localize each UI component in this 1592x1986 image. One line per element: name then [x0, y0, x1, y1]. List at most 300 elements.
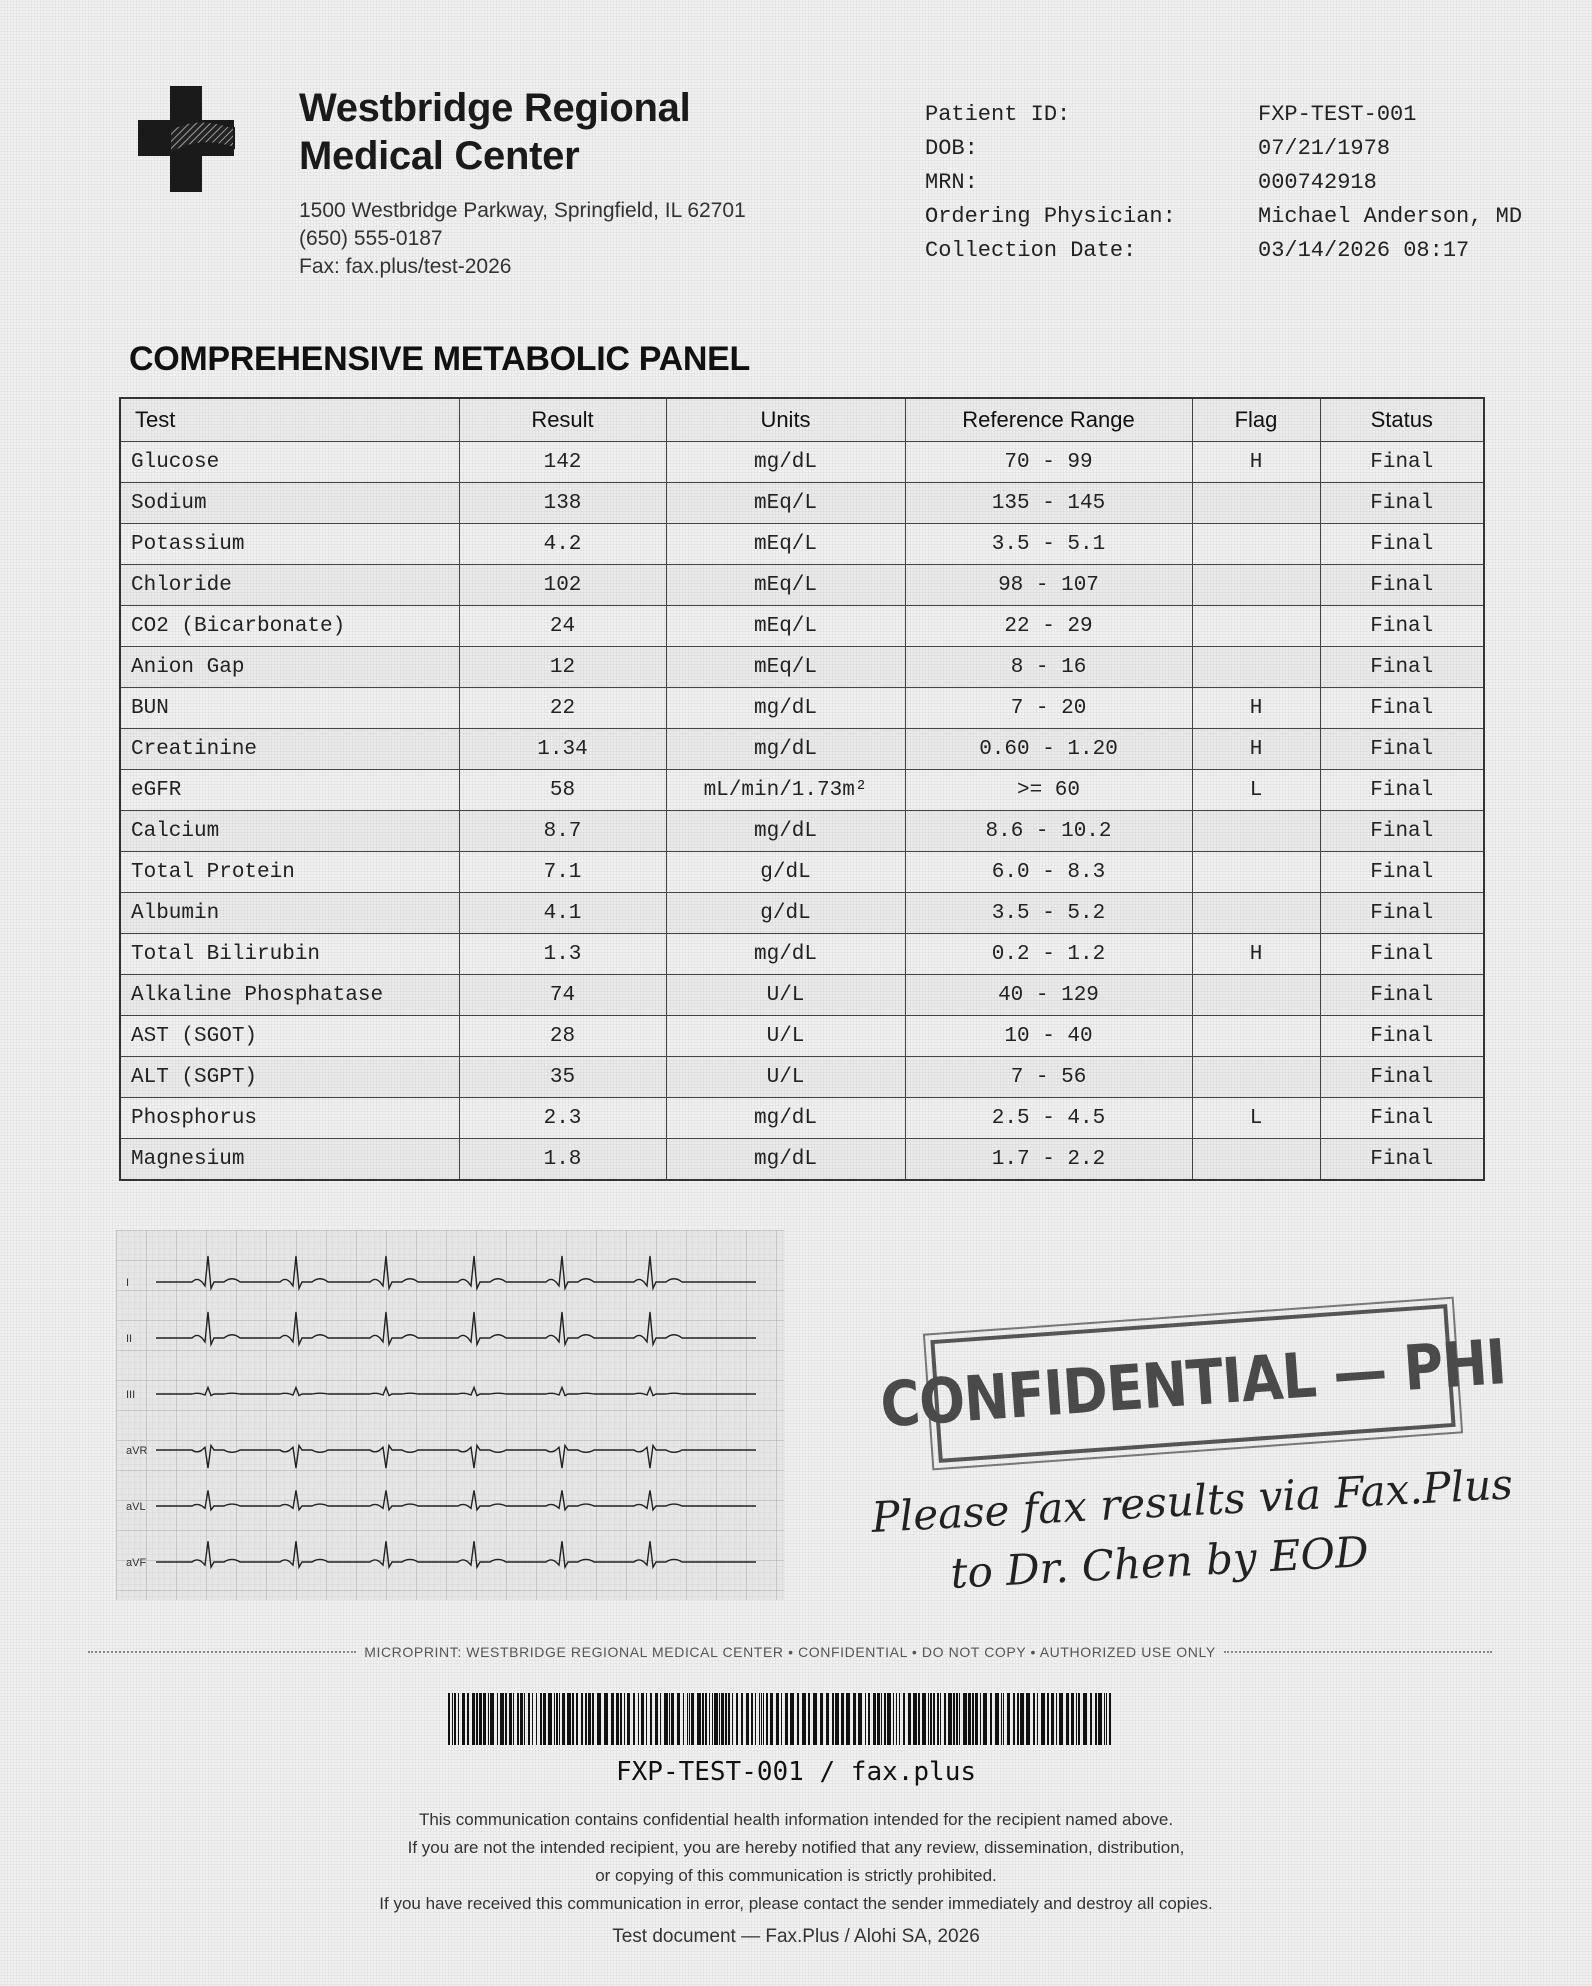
cell-test: Creatinine	[120, 729, 459, 770]
cell-flag	[1192, 524, 1320, 565]
cell-result: 4.1	[459, 893, 666, 934]
barcode-bar	[940, 1693, 941, 1745]
org-phone: (650) 555-0187	[299, 227, 443, 250]
barcode-bar	[671, 1693, 674, 1745]
barcode-bar	[948, 1693, 952, 1745]
note-line1: Please fax results via Fax.Plus	[870, 1459, 1514, 1542]
barcode-bar	[755, 1693, 756, 1745]
cell-flag	[1192, 1016, 1320, 1057]
barcode-bar	[933, 1693, 935, 1745]
cell-reference-range: 3.5 - 5.1	[905, 524, 1192, 565]
barcode-bar	[1041, 1693, 1045, 1745]
cell-units: mg/dL	[666, 1098, 905, 1139]
barcode	[448, 1693, 1112, 1745]
cell-test: BUN	[120, 688, 459, 729]
barcode-bar	[766, 1693, 768, 1745]
barcode-bar	[887, 1693, 891, 1745]
barcode-bar	[1017, 1693, 1019, 1745]
barcode-bar	[650, 1693, 652, 1745]
cell-status: Final	[1320, 442, 1484, 483]
barcode-bar	[1076, 1693, 1077, 1745]
barcode-bar	[448, 1693, 450, 1745]
barcode-bar	[953, 1693, 955, 1745]
footer-text: Test document — Fax.Plus / Alohi SA, 2026	[612, 1926, 980, 1947]
patient-field-value: FXP-TEST-001	[1258, 102, 1417, 127]
cell-reference-range: 98 - 107	[905, 565, 1192, 606]
cell-units: U/L	[666, 975, 905, 1016]
cell-units: mEq/L	[666, 565, 905, 606]
column-header-status: Status	[1320, 398, 1484, 442]
barcode-bar	[597, 1693, 601, 1745]
table-body	[120, 442, 1484, 1181]
confidential-stamp	[878, 1304, 1508, 1463]
barcode-bar	[813, 1693, 817, 1745]
barcode-bar	[655, 1693, 658, 1745]
barcode-bar	[709, 1693, 710, 1745]
barcode-bar	[536, 1693, 537, 1745]
cell-test: Potassium	[120, 524, 459, 565]
cell-reference-range: 6.0 - 8.3	[905, 852, 1192, 893]
patient-field	[925, 98, 1522, 132]
cell-test: Anion Gap	[120, 647, 459, 688]
org-name-line1: Westbridge Regional	[299, 86, 691, 130]
barcode-bar	[761, 1693, 762, 1745]
barcode-bar	[1001, 1693, 1002, 1745]
patient-field-label: MRN:	[925, 170, 978, 195]
barcode-bar	[785, 1693, 788, 1745]
table-row	[120, 729, 1484, 770]
barcode-bar	[664, 1693, 668, 1745]
cell-test: AST (SGOT)	[120, 1016, 459, 1057]
barcode-bar	[908, 1693, 911, 1745]
barcode-bar	[633, 1693, 635, 1745]
cell-units: mEq/L	[666, 524, 905, 565]
cell-result: 58	[459, 770, 666, 811]
barcode-bar	[697, 1693, 701, 1745]
barcode-bar	[826, 1693, 829, 1745]
patient-field-label: Collection Date:	[925, 238, 1137, 263]
cell-test: Alkaline Phosphatase	[120, 975, 459, 1016]
handwritten-note	[870, 1454, 1517, 1607]
cell-flag	[1192, 1057, 1320, 1098]
table-row	[120, 934, 1484, 975]
barcode-bar	[995, 1693, 999, 1745]
barcode-bar	[705, 1693, 707, 1745]
barcode-bar	[687, 1693, 688, 1745]
cell-result: 22	[459, 688, 666, 729]
barcode-bar	[1083, 1693, 1087, 1745]
barcode-bar	[922, 1693, 926, 1745]
cell-units: mg/dL	[666, 688, 905, 729]
barcode-bar	[462, 1693, 465, 1745]
barcode-bar	[638, 1693, 639, 1745]
cell-status: Final	[1320, 893, 1484, 934]
barcode-bar	[572, 1693, 574, 1745]
cell-result: 142	[459, 442, 666, 483]
disclaimer-line: This communication contains confidential health information intended for the recipient named above.	[418, 1810, 1174, 1829]
barcode-bar	[616, 1693, 619, 1745]
cell-flag: L	[1192, 770, 1320, 811]
cell-test: Magnesium	[120, 1139, 459, 1181]
barcode-bar	[505, 1693, 507, 1745]
cell-reference-range: 22 - 29	[905, 606, 1192, 647]
table-row	[120, 852, 1484, 893]
barcode-bar	[1095, 1693, 1097, 1745]
ecg-lead-label: II	[126, 1333, 133, 1345]
barcode-bar	[896, 1693, 897, 1745]
cell-units: mg/dL	[666, 811, 905, 852]
cell-result: 4.2	[459, 524, 666, 565]
cell-reference-range: 7 - 56	[905, 1057, 1192, 1098]
confidentiality-disclaimer	[0, 1806, 1592, 1918]
barcode-bar	[903, 1693, 905, 1745]
barcode-bar	[918, 1693, 920, 1745]
barcode-bar	[562, 1693, 565, 1745]
barcode-bar	[1106, 1693, 1107, 1745]
cell-result: 102	[459, 565, 666, 606]
barcode-bar	[770, 1693, 773, 1745]
cell-units: mg/dL	[666, 934, 905, 975]
barcode-bar	[1071, 1693, 1074, 1745]
cell-units: mEq/L	[666, 647, 905, 688]
barcode-bar	[865, 1693, 866, 1745]
barcode-bar	[975, 1693, 978, 1745]
barcode-bar	[620, 1693, 622, 1745]
cell-test: ALT (SGPT)	[120, 1057, 459, 1098]
cell-flag	[1192, 483, 1320, 524]
barcode-bar	[554, 1693, 555, 1745]
ecg-lead-label: aVF	[126, 1557, 147, 1569]
cell-reference-range: 8 - 16	[905, 647, 1192, 688]
table-header-row	[120, 398, 1484, 442]
barcode-bar	[746, 1693, 749, 1745]
barcode-bar	[559, 1693, 560, 1745]
patient-field	[925, 234, 1522, 268]
cell-status: Final	[1320, 1139, 1484, 1181]
cell-units: mg/dL	[666, 1139, 905, 1181]
barcode-bar	[517, 1693, 519, 1745]
barcode-bar	[567, 1693, 571, 1745]
cell-status: Final	[1320, 975, 1484, 1016]
barcode-bar	[548, 1693, 552, 1745]
cell-status: Final	[1320, 1057, 1484, 1098]
barcode-bar	[877, 1693, 880, 1745]
cell-status: Final	[1320, 811, 1484, 852]
patient-field-value: 000742918	[1258, 170, 1377, 195]
table-row	[120, 524, 1484, 565]
cell-status: Final	[1320, 483, 1484, 524]
barcode-bar	[520, 1693, 523, 1745]
barcode-bar	[884, 1693, 886, 1745]
ecg-lead-label: III	[126, 1389, 136, 1401]
barcode-bar	[1020, 1693, 1024, 1745]
barcode-bar	[832, 1693, 834, 1745]
barcode-bar	[930, 1693, 932, 1745]
cell-test: Sodium	[120, 483, 459, 524]
barcode-bar	[513, 1693, 514, 1745]
results-table	[119, 397, 1485, 1181]
barcode-bar	[1109, 1693, 1111, 1745]
barcode-bar	[759, 1693, 760, 1745]
microprint-line	[80, 1644, 1500, 1660]
barcode-bar	[683, 1693, 684, 1745]
barcode-bar	[488, 1693, 489, 1745]
barcode-bar	[881, 1693, 882, 1745]
barcode-bar	[1066, 1693, 1069, 1745]
ecg-lead-label: I	[126, 1277, 130, 1289]
cell-units: mL/min/1.73m²	[666, 770, 905, 811]
barcode-bar	[540, 1693, 542, 1745]
cell-status: Final	[1320, 729, 1484, 770]
cell-flag: H	[1192, 729, 1320, 770]
barcode-bar	[868, 1693, 870, 1745]
cell-flag	[1192, 1139, 1320, 1181]
cell-test: eGFR	[120, 770, 459, 811]
patient-field	[925, 166, 1522, 200]
barcode-bar	[581, 1693, 583, 1745]
barcode-bar	[732, 1693, 733, 1745]
barcode-bar	[1104, 1693, 1105, 1745]
barcode-bar	[736, 1693, 738, 1745]
barcode-bar	[790, 1693, 794, 1745]
ecg-lead-label: aVL	[126, 1501, 146, 1513]
column-header-units: Units	[666, 398, 905, 442]
barcode-bar	[479, 1693, 482, 1745]
barcode-bar	[873, 1693, 876, 1745]
cell-flag	[1192, 975, 1320, 1016]
barcode-bar	[968, 1693, 971, 1745]
barcode-bar	[721, 1693, 724, 1745]
barcode-bar	[1059, 1693, 1063, 1745]
table-row	[120, 1098, 1484, 1139]
cell-reference-range: 40 - 129	[905, 975, 1192, 1016]
patient-field-value: 03/14/2026 08:17	[1258, 238, 1470, 263]
table-row	[120, 688, 1484, 729]
barcode-bar	[1007, 1693, 1010, 1745]
barcode-bar	[1047, 1693, 1049, 1745]
barcode-bar	[802, 1693, 806, 1745]
patient-field-label: DOB:	[925, 136, 978, 161]
patient-field	[925, 132, 1522, 166]
org-fax: Fax: fax.plus/test-2026	[299, 255, 512, 278]
cell-units: g/dL	[666, 852, 905, 893]
barcode-bar	[1078, 1693, 1080, 1745]
org-address: 1500 Westbridge Parkway, Springfield, IL 62701	[299, 199, 746, 222]
barcode-bar	[641, 1693, 644, 1745]
table-row	[120, 1016, 1484, 1057]
microprint-text: MICROPRINT: WESTBRIDGE REGIONAL MEDICAL CENTER • CONFIDENTIAL • DO NOT COPY • AUTHORIZED USE ONLY	[364, 1644, 1216, 1660]
dotted-rule-left	[88, 1651, 356, 1653]
ecg-strip	[116, 1230, 784, 1600]
cell-flag: H	[1192, 934, 1320, 975]
table-row	[120, 647, 1484, 688]
disclaimer-line: or copying of this communication is strictly prohibited.	[595, 1866, 997, 1885]
barcode-bar	[452, 1693, 453, 1745]
cell-result: 1.34	[459, 729, 666, 770]
cell-status: Final	[1320, 565, 1484, 606]
cell-test: Chloride	[120, 565, 459, 606]
cell-test: Glucose	[120, 442, 459, 483]
cell-units: g/dL	[666, 893, 905, 934]
cell-units: mg/dL	[666, 729, 905, 770]
cell-test: CO2 (Bicarbonate)	[120, 606, 459, 647]
table-row	[120, 565, 1484, 606]
patient-field-value: 07/21/1978	[1258, 136, 1391, 161]
cell-status: Final	[1320, 852, 1484, 893]
disclaimer-line: If you are not the intended recipient, you are hereby notified that any review, dissemination, distribution,	[407, 1838, 1185, 1857]
cell-result: 2.3	[459, 1098, 666, 1139]
barcode-bar	[983, 1693, 987, 1745]
cell-result: 8.7	[459, 811, 666, 852]
barcode-bar	[1051, 1693, 1054, 1745]
barcode-bar	[588, 1693, 591, 1745]
cell-flag	[1192, 606, 1320, 647]
cell-reference-range: 70 - 99	[905, 442, 1192, 483]
disclaimer-line: If you have received this communication in error, please contact the sender immediately and destroy all copies.	[379, 1894, 1213, 1913]
barcode-bar	[1003, 1693, 1004, 1745]
barcode-bar	[467, 1693, 469, 1745]
barcode-bar	[928, 1693, 929, 1745]
cell-reference-range: 7 - 20	[905, 688, 1192, 729]
cell-reference-range: >= 60	[905, 770, 1192, 811]
cell-reference-range: 2.5 - 4.5	[905, 1098, 1192, 1139]
barcode-bar	[937, 1693, 939, 1745]
note-line2: to Dr. Chen by EOD	[949, 1527, 1370, 1598]
barcode-bar	[858, 1693, 862, 1745]
table-row	[120, 975, 1484, 1016]
dotted-rule-right	[1224, 1651, 1492, 1653]
column-header-flag: Flag	[1192, 398, 1320, 442]
barcode-bar	[763, 1693, 764, 1745]
table-row	[120, 483, 1484, 524]
barcode-bar	[963, 1693, 967, 1745]
barcode-bar	[1090, 1693, 1092, 1745]
cell-result: 138	[459, 483, 666, 524]
barcode-bar	[689, 1693, 690, 1745]
cell-reference-range: 1.7 - 2.2	[905, 1139, 1192, 1181]
barcode-bar	[500, 1693, 504, 1745]
cell-units: U/L	[666, 1057, 905, 1098]
barcode-bar	[944, 1693, 946, 1745]
cell-flag: H	[1192, 688, 1320, 729]
cell-result: 28	[459, 1016, 666, 1057]
barcode-bar	[556, 1693, 558, 1745]
cell-test: Albumin	[120, 893, 459, 934]
stamp-text: CONFIDENTIAL — PHI	[878, 1325, 1508, 1442]
patient-field-value: Michael Anderson, MD	[1258, 204, 1523, 229]
barcode-bar	[1026, 1693, 1030, 1745]
cell-reference-range: 3.5 - 5.2	[905, 893, 1192, 934]
barcode-bar	[458, 1693, 459, 1745]
barcode-bar	[899, 1693, 900, 1745]
barcode-bar	[972, 1693, 974, 1745]
barcode-bar	[528, 1693, 530, 1745]
barcode-bar	[646, 1693, 647, 1745]
barcode-bar	[627, 1693, 630, 1745]
barcode-bar	[524, 1693, 525, 1745]
cell-result: 35	[459, 1057, 666, 1098]
barcode-bar	[702, 1693, 704, 1745]
cell-result: 12	[459, 647, 666, 688]
barcode-bar	[781, 1693, 782, 1745]
barcode-bar	[820, 1693, 823, 1745]
cell-status: Final	[1320, 688, 1484, 729]
organization-contact	[299, 197, 746, 281]
barcode-bar	[1037, 1693, 1038, 1745]
cell-status: Final	[1320, 1098, 1484, 1139]
cell-status: Final	[1320, 934, 1484, 975]
cell-status: Final	[1320, 606, 1484, 647]
barcode-bar	[532, 1693, 533, 1745]
cell-result: 24	[459, 606, 666, 647]
cell-flag: H	[1192, 442, 1320, 483]
barcode-bar	[776, 1693, 779, 1745]
barcode-bar	[497, 1693, 498, 1745]
cell-reference-range: 8.6 - 10.2	[905, 811, 1192, 852]
barcode-bar	[841, 1693, 844, 1745]
cell-reference-range: 0.60 - 1.20	[905, 729, 1192, 770]
cell-test: Total Protein	[120, 852, 459, 893]
barcode-bar	[956, 1693, 958, 1745]
barcode-bar	[1056, 1693, 1057, 1745]
barcode-bar	[846, 1693, 850, 1745]
barcode-bar	[797, 1693, 799, 1745]
barcode-bar	[893, 1693, 894, 1745]
cell-reference-range: 0.2 - 1.2	[905, 934, 1192, 975]
barcode-bar	[751, 1693, 753, 1745]
cell-flag: L	[1192, 1098, 1320, 1139]
barcode-bar	[725, 1693, 727, 1745]
barcode-bar	[472, 1693, 475, 1745]
table-row	[120, 1139, 1484, 1181]
patient-field-label: Ordering Physician:	[925, 204, 1176, 229]
column-header-result: Result	[459, 398, 666, 442]
medical-cross-logo-icon	[136, 84, 236, 194]
cell-flag	[1192, 811, 1320, 852]
barcode-bar	[959, 1693, 960, 1745]
barcode-bar	[714, 1693, 718, 1745]
cell-units: mEq/L	[666, 483, 905, 524]
cell-result: 1.3	[459, 934, 666, 975]
barcode-bar	[624, 1693, 625, 1745]
cell-flag	[1192, 852, 1320, 893]
barcode-bar	[913, 1693, 917, 1745]
cell-test: Phosphorus	[120, 1098, 459, 1139]
barcode-bar	[712, 1693, 713, 1745]
cell-result: 7.1	[459, 852, 666, 893]
barcode-bar	[604, 1693, 608, 1745]
barcode-bar	[669, 1693, 670, 1745]
cell-reference-range: 10 - 40	[905, 1016, 1192, 1057]
barcode-bar	[835, 1693, 839, 1745]
barcode-bar	[808, 1693, 810, 1745]
cell-test: Calcium	[120, 811, 459, 852]
barcode-bar	[476, 1693, 478, 1745]
table-row	[120, 893, 1484, 934]
table-row	[120, 606, 1484, 647]
cell-status: Final	[1320, 770, 1484, 811]
table-row	[120, 811, 1484, 852]
organization-name	[299, 84, 690, 180]
cell-flag	[1192, 893, 1320, 934]
barcode-bar	[990, 1693, 992, 1745]
cell-status: Final	[1320, 1016, 1484, 1057]
panel-title: COMPREHENSIVE METABOLIC PANEL	[129, 340, 750, 378]
barcode-bar	[1013, 1693, 1015, 1745]
barcode-bar	[576, 1693, 578, 1745]
barcode-bar	[741, 1693, 743, 1745]
barcode-bar	[853, 1693, 856, 1745]
